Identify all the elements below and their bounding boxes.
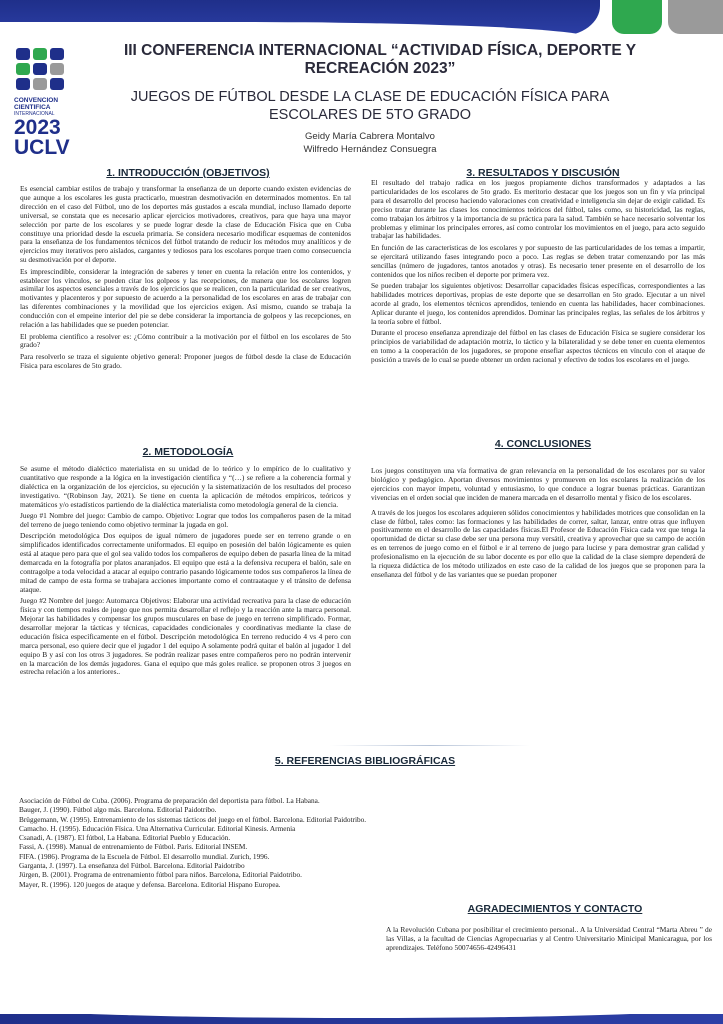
author-2: Wilfredo Hernández Consuegra xyxy=(303,144,437,155)
green-accent-square xyxy=(612,0,662,34)
intro-paragraph-2: Es imprescindible, considerar la integración de saberes y tener en cuenta la relación entre los contenidos, y establecer los vínculos, se pueden citar los golpeos y las recepciones, de manera que los escolares logren asimilar los aspectos esenciales a través de los ejercicios que se realicen, con la particularidad de ser creativos, motivantes y placenteros y por supuesto de acuerdo a la personalidad de los escolares en aras de trabajar con las diferentes combinaciones y la movilidad que los ejercicios exigen. Así mismo, cuando se trabaja la conducción con el empeine interior del pie se debe considerar la importancia de golpeos y las recepciones, en relación a las habilidades que se pueden potenciar. xyxy=(20,266,351,330)
conference-logo xyxy=(14,46,74,159)
references-divider xyxy=(330,745,530,746)
method-paragraph-3: Descripción metodológica Dos equipos de igual número de jugadores puede ser en terreno grande o en simplificados identificados correctamente uniformados. El equipo en posesión del balón lógicamente es quien está al ataque pero para que el gol sea valido todos los compañeros de equipo deben de pasarla línea de la mitad demarcada en la fotografía por platos anaranjados. El equipo que está a la defensiva recupera el balón, sale en contragolpe a toda velocidad a atacar al equipo contrario pasando lógicamente todos sus compañeros la línea de mitad de campo de esta forma se trabajara acciones importante como el contraataque y el tránsito de defensa ataque. xyxy=(20,531,351,594)
conference-title: III CONFERENCIA INTERNACIONAL “ACTIVIDAD FÍSICA, DEPORTE Y RECREACIÓN 2023” xyxy=(123,42,637,77)
reference-item: Brüggemann, W. (1995). Entrenamiento de los sistemas tácticos del juego en el fútbol. Barcelona. Editorial Paidotribo. xyxy=(19,814,367,824)
logo-org: UCLV xyxy=(14,136,70,159)
logo-line2: CIENTIFICA xyxy=(14,104,51,111)
section-intro-heading: 1. INTRODUCCIÓN (OBJETIVOS) xyxy=(106,167,270,179)
paper-title: JUEGOS DE FÚTBOL DESDE LA CLASE DE EDUCACIÓN FÍSICA PARA ESCOLARES DE 5TO GRADO xyxy=(130,89,610,123)
references-list xyxy=(19,796,439,889)
section-conclusions-heading: 4. CONCLUSIONES xyxy=(494,438,592,450)
section-conclusions-body xyxy=(371,467,705,582)
authors xyxy=(250,130,490,156)
gray-accent-square xyxy=(668,0,723,34)
author-1: Geidy María Cabrera Montalvo xyxy=(305,131,435,142)
section-references-heading: 5. REFERENCIAS BIBLIOGRÁFICAS xyxy=(274,755,456,767)
reference-item: Bauger, J. (1990). Fútbol algo más. Barcelona. Editorial Paidotribo. xyxy=(19,805,217,815)
reference-item: Asociación de Fútbol de Cuba. (2006). Programa de preparación del deportista para fútbol. La Habana. xyxy=(19,796,320,805)
reference-item: FIFA. (1986). Programa de la Escuela de Fútbol. El desarrollo mundial. Zurich, 1996. xyxy=(19,851,270,861)
section-results-heading: 3. RESULTADOS Y DISCUSIÓN xyxy=(466,167,620,179)
reference-item: Csanadi, A. (1987). El fútbol, La Habana. Editorial Pueblo y Educación. xyxy=(19,833,231,843)
section-ack-heading: AGRADECIMIENTOS Y CONTACTO xyxy=(467,903,643,915)
reference-item: Camacho. H. (1995). Educación Física. Una Alternativa Curricular. Editorial Kinesis. Armenia xyxy=(19,823,296,833)
section-method-body xyxy=(20,465,351,680)
logo-year: 2023 xyxy=(14,116,61,139)
logo-mark-icon xyxy=(14,46,66,92)
logo-line3: INTERNACIONAL xyxy=(14,111,55,117)
ack-body xyxy=(386,926,712,955)
reference-item: Jürgen, B. (2001). Programa de entrenamiento fútbol para niños. Barcelona, Editorial Paidotribo. xyxy=(19,870,302,880)
intro-paragraph-3: El problema científico a resolver es: ¿Cómo contribuir a la motivación por el fútbol en los escolares de 5to grado? xyxy=(20,331,351,350)
results-paragraph-1: El resultado del trabajo radica en los juegos propiamente dichos transformados y adaptados a las particularidades de los escolares de 5to grado. Es meritorio destacar que los juegos son un fin y vía principal para el desarrollo del proceso haciendo valoraciones con creatividad e inteligencia sin dejar de exigir calidad. Es preciso tratar durante las clases los conocimientos teóricos del fútbol, tales como, su historicidad, las reglas, como trabajan los árbitros y la importancia de su práctica para la salud. También se hace necesario solventar los problemas y eliminar los principales errores, así como controlar los movimientos en el juego, para acto seguido trabajar las habilidades. xyxy=(371,178,705,241)
results-paragraph-2: En función de las características de los escolares y por supuesto de las particularidades de los temas a impartir, se ejercitará utilizando fases integrando poco a poco. Las reglas se deben tratar comenzando por las más sencillas (número de jugadores, tantos anotados y otras). Es necesario tener presente en el desarrollo de los contenidos que los niños reciben el deporte por primera vez. xyxy=(371,242,705,279)
conclusions-paragraph-2: A través de los juegos los escolares adquieren sólidos conocimientos y habilidades motrices que consolidan en la clase de fútbol, tales como: las formaciones y las habilidades de correr, saltar, lanzar, entre otras que influyen positivamente en el desarrollo de las capacidades físicas.El Profesor de Educación Física cada vez que tenga la oportunidad de dictar su clase debe ser una persona muy versátil, creativa y aprovechar que su campo de acción es en terrenos de juego como en el fútbol e ir al terreno de juego para lucirse y para demostrar gran calidad y profesionalismo en la ejecución de su labor docente es por ello que la calidad de la clase siempre dependerá de la riqueza didáctica de los método utilizados en este caso de la calidad de los juegos que se proponen para la enseñanza del fútbol y de las variantes que se puedan proponer xyxy=(371,507,705,579)
method-paragraph-2: Juego #1 Nombre del juego: Cambio de campo. Objetivo: Lograr que todos los compañeros pasen de la mitad del terreno de juego teniendo como objetivo terminar la jugada en gol. xyxy=(20,511,351,529)
reference-item: Mayer, R. (1996). 120 juegos de ataque y defensa. Barcelona. Editorial Hispano Europea. xyxy=(19,879,281,889)
section-intro-body xyxy=(20,185,351,373)
intro-paragraph-1: Es esencial cambiar estilos de trabajo y transformar la enseñanza de un deporte cuando existen evidencias de que aunque a los escolares les gusta practicarlo, muestran desmotivación en determinados momentos. En tal dirección en el caso del Fútbol, uno de los deportes más gustados a escala mundial, incluso llamado deporte universal, se constata que es necesario aplicar ejercicios motivadores, creativos, para que haya una mayor selección por parte de los escolares y se puede lograr desde la clase de Educación Física que en Cuba constituye una prioridad desde la escuela primaria. Se considera necesario modificar esquemas de contenidos para la enseñanza de los fundamentos técnicos del fútbol tratando de reducir los métodos muy analíticos y de ejercicios muy iterativos pero aislados, cargantes y tediosos para los escolares porque traen como consecuencia su desmotivación por el deporte. xyxy=(20,184,351,265)
ack-paragraph: A la Revolución Cubana por posibilitar el crecimiento personal.. A la Universidad Central “Marta Abreu ” de las Villas, a la facultad de Ciencias Agropecuarias y al Centro Universitario Minicipal Manicaragua, por los aprendizajes. Teléfono 50074656-42496431 xyxy=(386,925,712,952)
logo-line1: CONVENCION xyxy=(14,97,59,104)
conclusions-paragraph-1: Los juegos constituyen una vía formativa de gran relevancia en la personalidad de los escolares por su valor biológico y pedagógico. Aportan diversos movimientos y promueven en los escolares la realización de los ejercicios con mayor ímpetu, voluntad y entusiasmo, lo que conduce a lograr buenas prácticas. Garantizan vivencias en el orden social que inciden de manera marcada en el desarrollo mental y físico de los escolares. xyxy=(371,466,705,502)
section-method-heading: 2. METODOLOGÍA xyxy=(142,446,234,458)
section-results-body xyxy=(371,179,705,367)
reference-item: Garganta, J. (1997). La enseñanza del Fútbol. Barcelona. Editorial Paidotribo xyxy=(19,861,245,871)
method-paragraph-1: Se asume el método dialéctico materialista en su unidad de lo teórico y lo empírico de lo cualitativo y cuantitativo que responde a la lógica en la investigación científica y “(…) se refiere a la coherencia formal y dialéctica en la organización de los ejercicios, su ejecución y la sistematización de los resultados del proceso investigativo. “(Robinson Jay, 2021). Se tiene en cuenta la aplicación de métodos empíricos, teóricos y matemáticos y/o estadísticos partiendo de la dialéctica materialista como metodología general de la ciencia. xyxy=(20,464,351,509)
reference-item: Fassi, A. (1998). Manual de entrenamiento de Fútbol. Paris. Editorial INSEM. xyxy=(19,842,248,852)
intro-paragraph-4: Para resolverlo se traza el siguiente objetivo general: Proponer juegos de fútbol desde la clase de Educación Física para escolares de 5to grado. xyxy=(20,351,351,370)
method-paragraph-4: Juego #2 Nombre del juego: Automarca Objetivos: Elaborar una actividad recreativa para la clase de educación física y con tiempos reales de juego que nos permita desarrollar el reflejo y la reacción ante la marca personal. Mejorar las habilidades y compensar los grupos musculares en base de juego en terreno simplificado. Formar, desarrollar mejorar la tácticas y técnicas, capacidades condicionales y coordinativas mediante la clase de educación física específicamente en el fútbol. Descripción metodológica En terreno reducido 4 vs 4 pero con marca personal, eso quiere decir que el jugador 1 del equipo A solamente podrá quitar el balón al jugador 1 del equipo B y así con los otros 3 jugadores. Se podrán realizar pases entre compañeros pero no podrán intervenir en la marcación de los demás jugadores. Gana el equipo que más goles realice. se proponen otros 3 juegos en estrecha relación a los anteriores.. xyxy=(20,596,351,677)
results-paragraph-4: Durante el proceso enseñanza aprendizaje del fútbol en las clases de Educación Física se sugiere considerar los principios de variabilidad de adaptación motriz, lo táctico y la bilateralidad y se debe tener en cuenta elementos en tomo a la cooperación de los jugadores, se propone ensefiar aspectos técnicos en vínculo con el ataque de posición a través de lo cual se puede obtener un orden racional y efectivo de todos los escolares en el juego. xyxy=(371,328,705,364)
results-paragraph-3: Se pueden trabajar los siguientes objetivos: Desarrollar capacidades físicas específicas, correspondientes a las habilidades motrices deportivas, propias de este deporte que se desarrollan en 5to grado. Ejecutar a un nivel acorde al grado, los elementos técnicos aprendidos, teniendo en cuenta las habilidades, hacer combinaciones. Aplicar durante el juego, los contenidos aprendidos. Dominar las principales reglas, las señales de los árbitros y la teoría sobre el fútbol. xyxy=(371,280,705,326)
